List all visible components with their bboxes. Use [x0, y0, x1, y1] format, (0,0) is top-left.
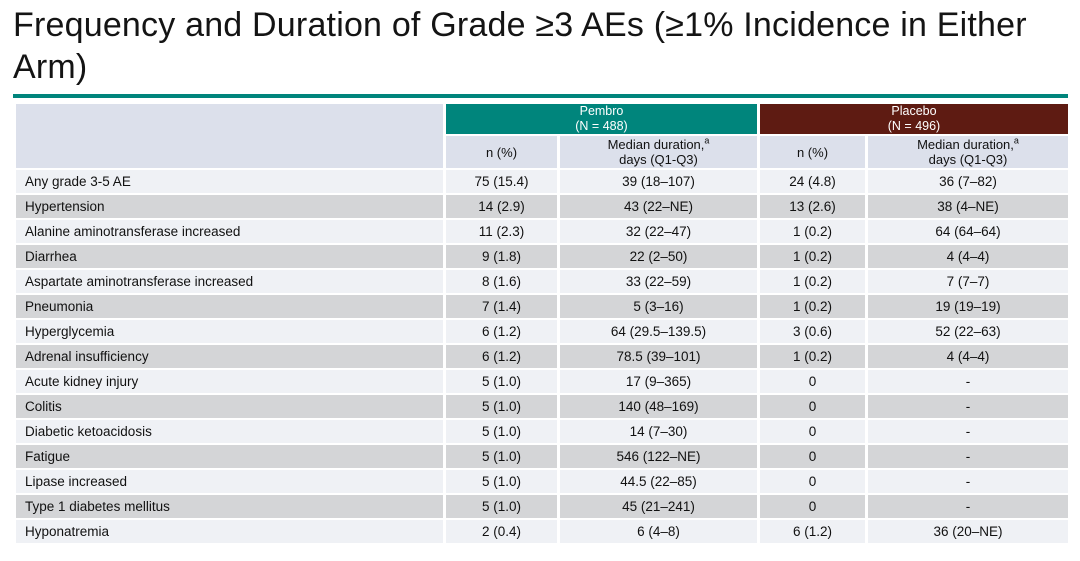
placebo-group-header — [759, 103, 1070, 135]
table-row — [15, 419, 1070, 444]
pembro-median-duration-value: 140 (48–169) — [559, 394, 759, 419]
pembro-n-pct-value: 5 (1.0) — [445, 369, 559, 394]
pembro-duration-header: Median duration,$^a$ days (Q1-Q3) — [559, 135, 759, 169]
table-body — [15, 169, 1070, 544]
placebo-median-duration-value: 19 (19–19) — [867, 294, 1070, 319]
table-row — [15, 519, 1070, 544]
ae-name: Adrenal insufficiency — [15, 344, 445, 369]
placebo-median-duration-value: 4 (4–4) — [867, 344, 1070, 369]
placebo-median-duration-value: 7 (7–7) — [867, 269, 1070, 294]
pembro-median-duration-value: 22 (2–50) — [559, 244, 759, 269]
placebo-median-duration-value: 36 (7–82) — [867, 169, 1070, 194]
placebo-npct-header: n (%) — [759, 135, 867, 169]
placebo-n-pct-value: 1 (0.2) — [759, 244, 867, 269]
placebo-n-pct-value: 0 — [759, 444, 867, 469]
placebo-median-duration-value: - — [867, 444, 1070, 469]
ae-name: Pneumonia — [15, 294, 445, 319]
placebo-n-pct-value: 24 (4.8) — [759, 169, 867, 194]
pembro-median-duration-value: 17 (9–365) — [559, 369, 759, 394]
placebo-n-count: (N = 496) — [887, 119, 941, 133]
placebo-n-pct-value: 1 (0.2) — [759, 269, 867, 294]
pembro-median-duration-value: 32 (22–47) — [559, 219, 759, 244]
table-row — [15, 319, 1070, 344]
ae-name: Hyperglycemia — [15, 319, 445, 344]
table-row — [15, 294, 1070, 319]
placebo-n-pct-value: 3 (0.6) — [759, 319, 867, 344]
ae-table — [13, 102, 1071, 545]
pembro-n-pct-value: 11 (2.3) — [445, 219, 559, 244]
table-row — [15, 194, 1070, 219]
placebo-duration-header: Median duration,$^a$ days (Q1-Q3) — [867, 135, 1070, 169]
group-header-row — [15, 103, 1070, 135]
placebo-n-pct-value: 1 (0.2) — [759, 344, 867, 369]
placebo-median-duration-value: - — [867, 369, 1070, 394]
pembro-median-duration-value: 64 (29.5–139.5) — [559, 319, 759, 344]
placebo-median-duration-value: - — [867, 419, 1070, 444]
pembro-median-duration-value: 78.5 (39–101) — [559, 344, 759, 369]
placebo-median-duration-value: - — [867, 394, 1070, 419]
pembro-n-pct-value: 5 (1.0) — [445, 394, 559, 419]
placebo-median-duration-value: - — [867, 469, 1070, 494]
pembro-group-header — [445, 103, 759, 135]
pembro-n-pct-value: 9 (1.8) — [445, 244, 559, 269]
ae-name: Hyponatremia — [15, 519, 445, 544]
pembro-n-pct-value: 75 (15.4) — [445, 169, 559, 194]
ae-name: Any grade 3-5 AE — [15, 169, 445, 194]
pembro-median-duration-value: 43 (22–NE) — [559, 194, 759, 219]
placebo-n-pct-value: 1 (0.2) — [759, 219, 867, 244]
slide-title: Frequency and Duration of Grade ≥3 AEs (≥1% Incidence in Either Arm) — [13, 6, 1027, 86]
table-row — [15, 169, 1070, 194]
placebo-median-duration-value: 64 (64–64) — [867, 219, 1070, 244]
footnote-marker: a — [1013, 135, 1019, 146]
ae-name: Type 1 diabetes mellitus — [15, 494, 445, 519]
placebo-n-pct-value: 0 — [759, 394, 867, 419]
ae-name: Colitis — [15, 394, 445, 419]
pembro-median-duration-value: 45 (21–241) — [559, 494, 759, 519]
placebo-n-pct-value: 1 (0.2) — [759, 294, 867, 319]
ae-name: Alanine aminotransferase increased — [15, 219, 445, 244]
pembro-n-pct-value: 8 (1.6) — [445, 269, 559, 294]
placebo-n-pct-value: 0 — [759, 494, 867, 519]
table-row — [15, 219, 1070, 244]
placebo-median-duration-value: 52 (22–63) — [867, 319, 1070, 344]
placebo-n-pct-value: 0 — [759, 419, 867, 444]
ae-name: Diarrhea — [15, 244, 445, 269]
ae-name: Diabetic ketoacidosis — [15, 419, 445, 444]
placebo-median-duration-value: - — [867, 494, 1070, 519]
table-row — [15, 444, 1070, 469]
pembro-median-duration-value: 5 (3–16) — [559, 294, 759, 319]
pembro-median-duration-value: 6 (4–8) — [559, 519, 759, 544]
pembro-n-pct-value: 5 (1.0) — [445, 469, 559, 494]
pembro-median-duration-value: 44.5 (22–85) — [559, 469, 759, 494]
footnote-marker: a — [704, 135, 710, 146]
placebo-n-pct-value: 13 (2.6) — [759, 194, 867, 219]
placebo-median-duration-value: 38 (4–NE) — [867, 194, 1070, 219]
table-row — [15, 344, 1070, 369]
pembro-name: Pembro — [579, 104, 624, 118]
pembro-n-pct-value: 5 (1.0) — [445, 494, 559, 519]
ae-name: Aspartate aminotransferase increased — [15, 269, 445, 294]
placebo-n-pct-value: 0 — [759, 369, 867, 394]
pembro-n-pct-value: 7 (1.4) — [445, 294, 559, 319]
table-row — [15, 369, 1070, 394]
placebo-name: Placebo — [891, 104, 937, 118]
ae-name: Lipase increased — [15, 469, 445, 494]
table-row — [15, 269, 1070, 294]
pembro-median-duration-value: 33 (22–59) — [559, 269, 759, 294]
ae-name: Hypertension — [15, 194, 445, 219]
pembro-median-duration-value: 39 (18–107) — [559, 169, 759, 194]
pembro-n-pct-value: 6 (1.2) — [445, 319, 559, 344]
title-rule-divider — [13, 94, 1068, 98]
pembro-median-duration-value: 14 (7–30) — [559, 419, 759, 444]
pembro-n-pct-value: 14 (2.9) — [445, 194, 559, 219]
placebo-median-duration-value: 4 (4–4) — [867, 244, 1070, 269]
pembro-n-count: (N = 488) — [575, 119, 628, 133]
placebo-median-duration-value: 36 (20–NE) — [867, 519, 1070, 544]
placebo-n-pct-value: 0 — [759, 469, 867, 494]
placebo-n-pct-value: 6 (1.2) — [759, 519, 867, 544]
table-row — [15, 394, 1070, 419]
ae-name: Acute kidney injury — [15, 369, 445, 394]
ae-name: Fatigue — [15, 444, 445, 469]
pembro-n-pct-value: 5 (1.0) — [445, 444, 559, 469]
pembro-n-pct-value: 2 (0.4) — [445, 519, 559, 544]
table-row — [15, 494, 1070, 519]
pembro-n-pct-value: 6 (1.2) — [445, 344, 559, 369]
pembro-n-pct-value: 5 (1.0) — [445, 419, 559, 444]
table-row — [15, 244, 1070, 269]
table-row — [15, 469, 1070, 494]
pembro-median-duration-value: 546 (122–NE) — [559, 444, 759, 469]
pembro-npct-header: n (%) — [445, 135, 559, 169]
corner-cell — [15, 103, 445, 169]
